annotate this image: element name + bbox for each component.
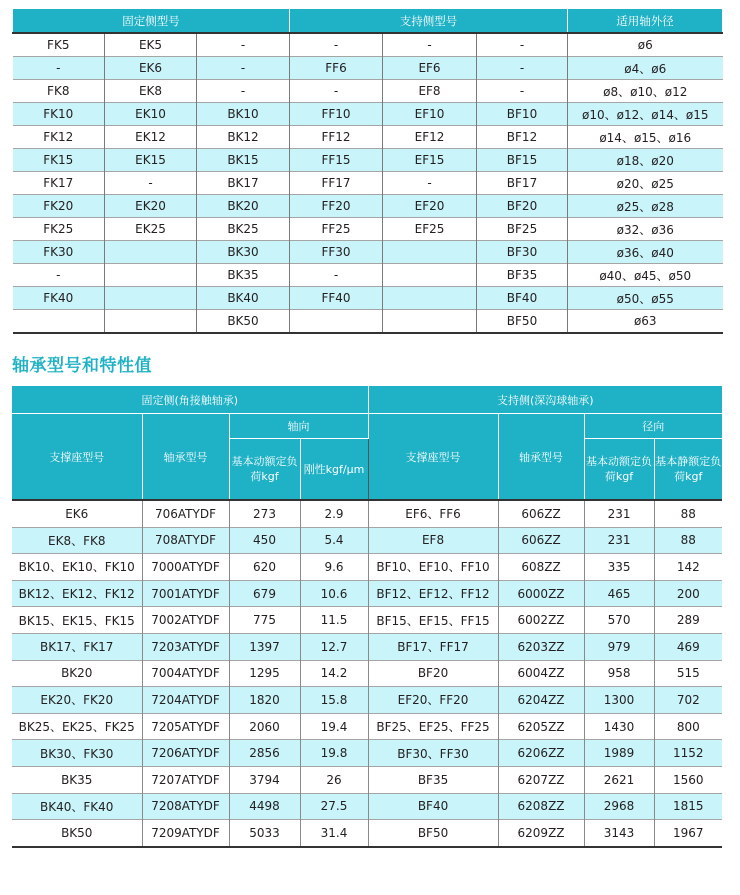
table-row	[12, 660, 722, 687]
table-cell	[383, 241, 477, 264]
table-header-row	[12, 414, 722, 439]
table-cell: EF6、FF6	[368, 500, 498, 527]
table-cell: BK20	[12, 660, 142, 687]
table-cell: -	[290, 80, 383, 103]
header-dynamic-load-support: 基本动额定负荷kgf	[584, 439, 654, 501]
table-cell: 200	[654, 580, 722, 607]
table-cell: 7001ATYDF	[142, 580, 229, 607]
table-cell: 231	[584, 527, 654, 554]
table-cell: EK6	[12, 500, 142, 527]
table-cell: 7000ATYDF	[142, 554, 229, 581]
table-cell: BK50	[197, 310, 290, 334]
table-cell: 6002ZZ	[498, 607, 584, 634]
table-cell: 9.6	[300, 554, 368, 581]
header-support-side: 支持侧型号	[290, 9, 568, 33]
table-header-row	[12, 386, 722, 414]
table-cell: FK10	[13, 103, 105, 126]
table-cell: BK25、EK25、FK25	[12, 713, 142, 740]
table-cell	[290, 310, 383, 334]
table-cell: 469	[654, 633, 722, 660]
table-cell: 6205ZZ	[498, 713, 584, 740]
table-cell	[383, 287, 477, 310]
table-cell: BF10	[477, 103, 568, 126]
table-row	[13, 310, 723, 334]
table-cell: BF35	[368, 766, 498, 793]
table-cell: BK25	[197, 218, 290, 241]
table-cell: 289	[654, 607, 722, 634]
table-cell: 7002ATYDF	[142, 607, 229, 634]
table-cell: 6203ZZ	[498, 633, 584, 660]
table-row	[13, 126, 723, 149]
table-cell: EK25	[105, 218, 197, 241]
table-cell: BK35	[197, 264, 290, 287]
table-cell: 1300	[584, 687, 654, 714]
table-cell: BK15	[197, 149, 290, 172]
table-cell: 2856	[229, 740, 300, 767]
table-cell: BF30	[477, 241, 568, 264]
table-cell: FK40	[13, 287, 105, 310]
table-cell: FF40	[290, 287, 383, 310]
table-cell: 6207ZZ	[498, 766, 584, 793]
table-cell: ø8、ø10、ø12	[568, 80, 723, 103]
table-cell: BF10、EF10、FF10	[368, 554, 498, 581]
table-cell: -	[290, 33, 383, 57]
table-cell: 6000ZZ	[498, 580, 584, 607]
table-row	[13, 287, 723, 310]
table-cell: 19.8	[300, 740, 368, 767]
table-cell: EF8	[383, 80, 477, 103]
table-cell: EF8	[368, 527, 498, 554]
table-row	[13, 195, 723, 218]
table-row	[12, 500, 722, 527]
table-cell: EK6	[105, 57, 197, 80]
table-cell: 2.9	[300, 500, 368, 527]
table-cell: BK12	[197, 126, 290, 149]
table-cell: FK15	[13, 149, 105, 172]
table-cell: ø20、ø25	[568, 172, 723, 195]
table-cell: ø4、ø6	[568, 57, 723, 80]
table-cell: 11.5	[300, 607, 368, 634]
table-cell: BK17	[197, 172, 290, 195]
table-row	[12, 527, 722, 554]
header-fixed-side: 固定侧型号	[13, 9, 290, 33]
table-cell: -	[105, 172, 197, 195]
table-cell: 7203ATYDF	[142, 633, 229, 660]
table-cell: 6209ZZ	[498, 820, 584, 847]
table-cell: 515	[654, 660, 722, 687]
table-header-row	[13, 9, 723, 33]
table-cell	[105, 287, 197, 310]
table-cell: FF15	[290, 149, 383, 172]
table-row	[12, 713, 722, 740]
table-cell: 620	[229, 554, 300, 581]
table-cell: BF25、EF25、FF25	[368, 713, 498, 740]
table-cell: -	[197, 33, 290, 57]
table-cell	[105, 264, 197, 287]
table-cell: BF35	[477, 264, 568, 287]
table-cell: 273	[229, 500, 300, 527]
table-cell	[105, 310, 197, 334]
bearing-spec-table	[12, 385, 722, 848]
table-cell: 6206ZZ	[498, 740, 584, 767]
table-cell: BK10	[197, 103, 290, 126]
table-cell: FK8	[13, 80, 105, 103]
table-cell: BF40	[477, 287, 568, 310]
table-cell: 450	[229, 527, 300, 554]
table-cell	[383, 310, 477, 334]
table-cell: EK20、FK20	[12, 687, 142, 714]
table-cell: EF20、FF20	[368, 687, 498, 714]
table-cell: -	[197, 57, 290, 80]
table-cell: 7004ATYDF	[142, 660, 229, 687]
table-cell	[105, 241, 197, 264]
header-housing-model: 支撑座型号	[12, 414, 142, 501]
table-row	[13, 264, 723, 287]
header-dynamic-load: 基本动额定负荷kgf	[229, 439, 300, 501]
table-cell: 88	[654, 500, 722, 527]
table-cell: 15.8	[300, 687, 368, 714]
table-cell: ø36、ø40	[568, 241, 723, 264]
table-cell: EF20	[383, 195, 477, 218]
table-cell: BF17	[477, 172, 568, 195]
table-cell: 1820	[229, 687, 300, 714]
table-cell: 12.7	[300, 633, 368, 660]
table-row	[13, 172, 723, 195]
table-cell: -	[13, 57, 105, 80]
table-row	[12, 554, 722, 581]
table-cell: EF15	[383, 149, 477, 172]
table-cell: FF6	[290, 57, 383, 80]
table-cell: 7205ATYDF	[142, 713, 229, 740]
table-cell: ø18、ø20	[568, 149, 723, 172]
table-cell: FF10	[290, 103, 383, 126]
table-cell: BF40	[368, 793, 498, 820]
table-row	[13, 149, 723, 172]
header-shaft-diameter: 适用轴外径	[568, 9, 723, 33]
table-cell: -	[197, 80, 290, 103]
table-cell: 679	[229, 580, 300, 607]
table-cell: 7206ATYDF	[142, 740, 229, 767]
table-row	[12, 633, 722, 660]
table-cell: BF50	[368, 820, 498, 847]
table-row	[13, 103, 723, 126]
housing-model-table	[12, 9, 723, 334]
table-row	[12, 766, 722, 793]
table-cell: ø50、ø55	[568, 287, 723, 310]
header-fixed-group: 固定侧(角接触轴承)	[12, 386, 368, 414]
table-cell: FF25	[290, 218, 383, 241]
table-cell: 6004ZZ	[498, 660, 584, 687]
table-cell: ø63	[568, 310, 723, 334]
table-cell: BF30、FF30	[368, 740, 498, 767]
table-cell: EK20	[105, 195, 197, 218]
table-cell: -	[383, 33, 477, 57]
table-cell: BF17、FF17	[368, 633, 498, 660]
table-cell: ø25、ø28	[568, 195, 723, 218]
table-cell: EK15	[105, 149, 197, 172]
header-axial: 轴向	[229, 414, 368, 439]
table-cell: 26	[300, 766, 368, 793]
table-cell: EF12	[383, 126, 477, 149]
table-cell: 4498	[229, 793, 300, 820]
table-cell: 10.6	[300, 580, 368, 607]
table-cell: 465	[584, 580, 654, 607]
table-cell: BF15、EF15、FF15	[368, 607, 498, 634]
table-cell: 142	[654, 554, 722, 581]
table-cell: BF20	[368, 660, 498, 687]
table-cell: BK35	[12, 766, 142, 793]
section-title: 轴承型号和特性值	[12, 356, 152, 376]
table-cell: EF25	[383, 218, 477, 241]
header-bearing-model: 轴承型号	[142, 414, 229, 501]
table-cell: ø6	[568, 33, 723, 57]
table-cell: EK10	[105, 103, 197, 126]
table-cell: 1295	[229, 660, 300, 687]
table-cell: 7207ATYDF	[142, 766, 229, 793]
table-cell: BF12、EF12、FF12	[368, 580, 498, 607]
table-cell: 19.4	[300, 713, 368, 740]
table-cell: -	[13, 264, 105, 287]
table-cell: -	[477, 33, 568, 57]
table-cell: 7209ATYDF	[142, 820, 229, 847]
table-cell: 1815	[654, 793, 722, 820]
table-cell: 570	[584, 607, 654, 634]
table-row	[13, 33, 723, 57]
table-cell: FK20	[13, 195, 105, 218]
table-cell: EK8、FK8	[12, 527, 142, 554]
table-cell: 1152	[654, 740, 722, 767]
table-cell: BK40	[197, 287, 290, 310]
table-cell: 979	[584, 633, 654, 660]
table-cell: 606ZZ	[498, 500, 584, 527]
table-cell: -	[383, 172, 477, 195]
table-cell: 6208ZZ	[498, 793, 584, 820]
table-cell: 31.4	[300, 820, 368, 847]
table-cell: BK20	[197, 195, 290, 218]
table-cell: BK30	[197, 241, 290, 264]
table-cell: FF12	[290, 126, 383, 149]
table-cell: 1989	[584, 740, 654, 767]
table-cell: -	[477, 57, 568, 80]
table-cell: BK12、EK12、FK12	[12, 580, 142, 607]
table-cell: 5.4	[300, 527, 368, 554]
header-radial: 径向	[584, 414, 722, 439]
table-cell: 706ATYDF	[142, 500, 229, 527]
header-housing-model-support: 支撑座型号	[368, 414, 498, 501]
table-cell: 3794	[229, 766, 300, 793]
table-cell: 702	[654, 687, 722, 714]
table-row	[13, 241, 723, 264]
table-cell: BF20	[477, 195, 568, 218]
table-cell: 6204ZZ	[498, 687, 584, 714]
table-cell: 1430	[584, 713, 654, 740]
table-cell: 88	[654, 527, 722, 554]
table-cell: BF15	[477, 149, 568, 172]
table-cell: 1397	[229, 633, 300, 660]
header-support-group: 支持侧(深沟球轴承)	[368, 386, 722, 414]
table-cell: FK5	[13, 33, 105, 57]
header-bearing-model-support: 轴承型号	[498, 414, 584, 501]
table-row	[13, 218, 723, 241]
table-cell: 608ZZ	[498, 554, 584, 581]
table-cell: 7204ATYDF	[142, 687, 229, 714]
table-cell: 2968	[584, 793, 654, 820]
table-cell	[13, 310, 105, 334]
table-row	[13, 57, 723, 80]
table-cell: 14.2	[300, 660, 368, 687]
table-cell: -	[290, 264, 383, 287]
table-cell: 1560	[654, 766, 722, 793]
table-cell: 27.5	[300, 793, 368, 820]
table-cell: EF6	[383, 57, 477, 80]
table-cell: 708ATYDF	[142, 527, 229, 554]
table-cell: FK30	[13, 241, 105, 264]
table-row	[12, 687, 722, 714]
table-cell: 335	[584, 554, 654, 581]
table-cell: BK40、FK40	[12, 793, 142, 820]
table-cell: BF12	[477, 126, 568, 149]
table-cell: ø14、ø15、ø16	[568, 126, 723, 149]
table-cell: BK17、FK17	[12, 633, 142, 660]
table-cell: FF17	[290, 172, 383, 195]
table-row	[12, 740, 722, 767]
table-cell: ø40、ø45、ø50	[568, 264, 723, 287]
table-cell: FK17	[13, 172, 105, 195]
table-cell: 958	[584, 660, 654, 687]
table-cell: BF50	[477, 310, 568, 334]
header-static-load-support: 基本静额定负荷kgf	[654, 439, 722, 501]
table-row	[12, 607, 722, 634]
table-cell: 5033	[229, 820, 300, 847]
table-cell: ø32、ø36	[568, 218, 723, 241]
table-cell: 606ZZ	[498, 527, 584, 554]
table-cell: 1967	[654, 820, 722, 847]
table-cell: 775	[229, 607, 300, 634]
table-cell	[383, 264, 477, 287]
table-cell: FF30	[290, 241, 383, 264]
table-cell: 3143	[584, 820, 654, 847]
table-cell: BK10、EK10、FK10	[12, 554, 142, 581]
table-cell: 231	[584, 500, 654, 527]
table-row	[12, 580, 722, 607]
table-cell: EK8	[105, 80, 197, 103]
table-cell: BK15、EK15、FK15	[12, 607, 142, 634]
table-row	[12, 793, 722, 820]
table-row	[12, 820, 722, 847]
table-cell: FK25	[13, 218, 105, 241]
header-rigidity: 刚性kgf/μm	[300, 439, 368, 501]
table-cell: EK12	[105, 126, 197, 149]
table-cell: EF10	[383, 103, 477, 126]
table-cell: 800	[654, 713, 722, 740]
table-cell: FF20	[290, 195, 383, 218]
table-cell: ø10、ø12、ø14、ø15	[568, 103, 723, 126]
table-cell: BK50	[12, 820, 142, 847]
table-row	[13, 80, 723, 103]
table-cell: EK5	[105, 33, 197, 57]
table-cell: FK12	[13, 126, 105, 149]
table-cell: -	[477, 80, 568, 103]
table-cell: BK30、FK30	[12, 740, 142, 767]
table-cell: 7208ATYDF	[142, 793, 229, 820]
table-cell: BF25	[477, 218, 568, 241]
table-cell: 2060	[229, 713, 300, 740]
table-cell: 2621	[584, 766, 654, 793]
